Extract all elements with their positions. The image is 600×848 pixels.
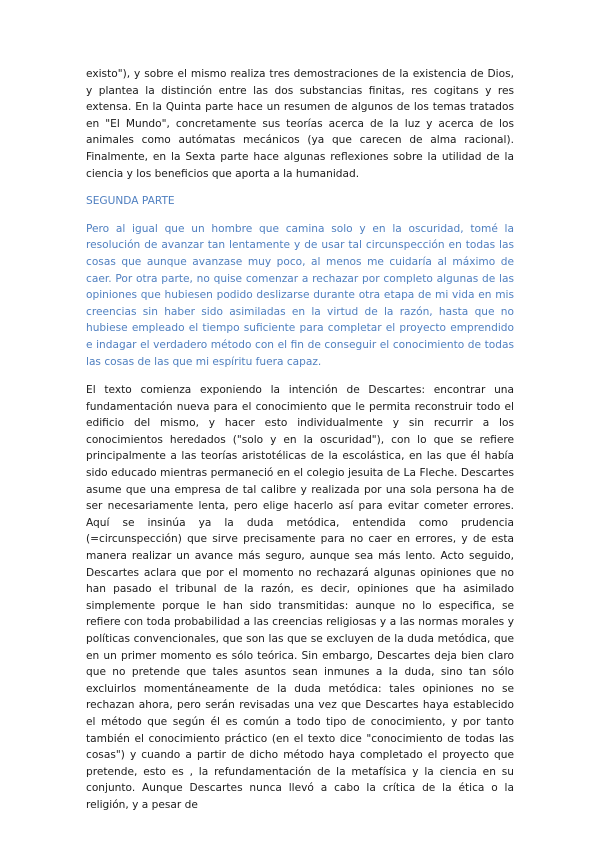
section-heading: SEGUNDA PARTE [86,195,175,208]
commentary-paragraph: El texto comienza exponiendo la intención de Descartes: encontrar una fundamentación nueva para el conocimiento que le permita reconstruir todo el edificio del mismo, y hacer esto individualmente y sin recurrir a los conocimientos heredados ("solo y en la oscuridad"), con lo que se refiere principalmente a las teorías aristotélicas de la escolástica, en las que él había sido educado mientras permaneció en el colegio jesuita de La Fleche. Descartes asume que una empresa de tal calibre y realizada por una sola persona ha de ser necesariamente lenta, pero elige hacerlo así para evitar cometer errores. Aquí se insinúa ya la duda metódica, entendida como prudencia (=circunspección) que sirve precisamente para no caer en errores, y de esta manera realizar un avance más seguro, aunque sea más lento. Acto seguido, Descartes aclara que por el momento no rechazará algunas opiniones que no han pasado el tribunal de la razón, es decir, opiniones que ha asimilado simplemente porque le han sido transmitidas: aunque no lo especifica, se refiere con toda probabilidad a las creencias religiosas y a las normas morales y políticas convencionales, que son las que se excluyen de la duda metódica, que en un primer momento es sólo teórica. Sin embargo, Descartes deja bien claro que no pretende que tales asuntos sean inmunes a la duda, sino tan sólo excluirlos momentáneamente de la duda metódica: tales opiniones no se rechazan ahora, pero serán revisadas una vez que Descartes haya establecido el método que según él es común a todo tipo de conocimiento, y por tanto también el conocimiento práctico (en el texto dice "conocimiento de todas las cosas") y cuando a partir de dicho método haya completado el proyecto que pretende, esto es , la refundamentación de la metafísica y la ciencia en su conjunto. Aunque Descartes nunca llevó a cabo la crítica de la ética o la religión, y a pesar de [86,384,514,811]
intro-paragraph: existo"), y sobre el mismo realiza tres demostraciones de la existencia de Dios, y plantea la distinción entre las dos substancias finitas, res cogitans y res extensa. En la Quinta parte hace un resumen de algunos de los temas tratados en "El Mundo", concretamente sus teorías acerca de la luz y acerca de los animales como autómatas mecánicos (ya que carecen de alma racional). Finalmente, en la Sexta parte hace algunas reflexiones sobre la utilidad de la ciencia y los beneficios que aporta a la humanidad. [86,68,514,180]
document-page [86,66,514,814]
quote-paragraph: Pero al igual que un hombre que camina solo y en la oscuridad, tomé la resolución de avanzar tan lentamente y de usar tal circunspección en todas las cosas que aunque avanzase muy poco, al menos me cuidaría al máximo de caer. Por otra parte, no quise comenzar a rechazar por completo algunas de las opiniones que hubiesen podido deslizarse durante otra etapa de mi vida en mis creencias sin haber sido asimiladas en la virtud de la razón, hasta que no hubiese empleado el tiempo suficiente para completar el proyecto emprendido e indagar el verdadero método con el fin de conseguir el conocimiento de todas las cosas de las que mi espíritu fuera capaz. [86,222,514,368]
